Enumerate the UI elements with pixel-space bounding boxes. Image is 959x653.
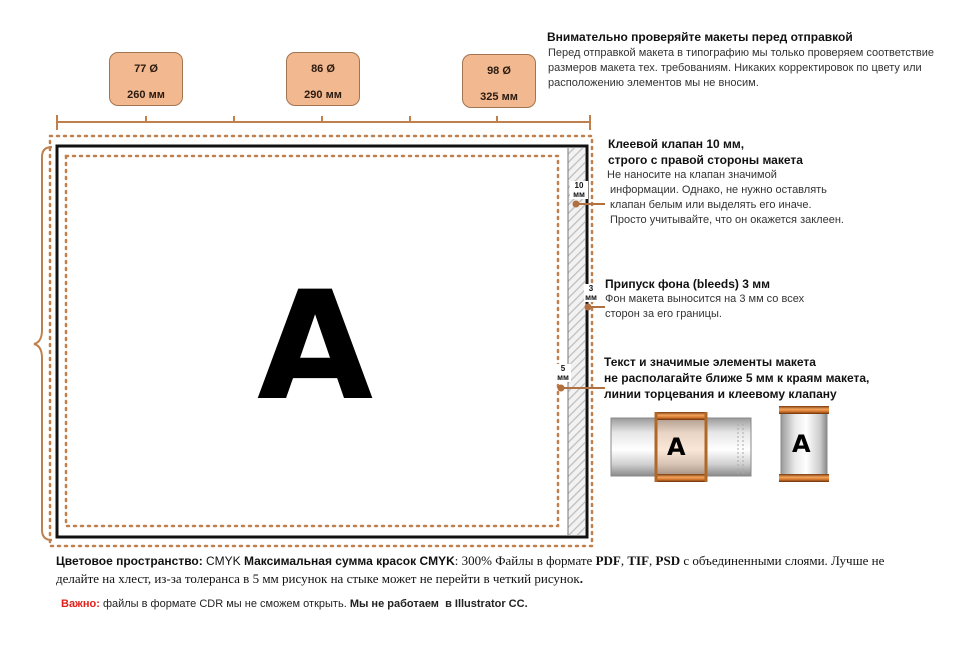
mm-label-5 (555, 364, 571, 382)
formats-rest: с объединенными слоями. Лучше не (683, 553, 885, 568)
glue-flap-text-3: клапан белым или выделять его иначе. (610, 199, 812, 211)
glue-flap-title-1: Клеевой клапан 10 мм, (608, 137, 745, 151)
color-space-label: Цветовое пространство: (56, 554, 203, 568)
size-diameter: 86 Ø (311, 63, 335, 75)
glue-flap-text-2: информации. Однако, не нужно оставлять (610, 184, 827, 196)
glue-flap-title-2: строго с правой стороны макета (608, 153, 803, 167)
size-width: 260 мм (127, 89, 165, 101)
warning-line (61, 598, 528, 610)
size-width: 325 мм (480, 91, 518, 103)
mm-value: 5 (560, 364, 566, 373)
mm-value: 10 (574, 181, 584, 190)
warning-label: Важно: (61, 598, 100, 610)
glue-flap-text-4: Просто учитывайте, что он окажется заклеен. (610, 214, 844, 226)
safe-zone-note (604, 354, 869, 402)
size-diameter: 77 Ø (134, 63, 158, 75)
warning-bold-text: Мы не работаем (349, 598, 439, 610)
size-diameter: 98 Ø (487, 65, 511, 77)
glue-flap-note (608, 136, 844, 228)
ink-limit-value: : 300% Файлы в формате (454, 553, 593, 568)
notice-text: Перед отправкой макета в типографию мы только проверяем соответствие размеров макета тех. требованиям. Никаких корректировок по цвету или расположению элементов мы не вносим. (548, 47, 935, 89)
overlap-note: делайте на хлест, из-за толеранса в 5 мм рисунок на стыке может не перейти в четкий рисунок (56, 571, 580, 586)
bleeds-text-1: Фон макета выносится на 3 мм со всех (605, 293, 805, 305)
bleeds-title: Припуск фона (bleeds) 3 мм (605, 277, 770, 291)
warning-text: файлы в формате CDR мы не сможем открыть. (102, 598, 347, 610)
glue-flap-text-1: Не наносите на клапан значимой (607, 169, 777, 181)
mockup-letter: A (792, 430, 811, 458)
size-width: 290 мм (304, 89, 342, 101)
top-ruler (57, 115, 590, 130)
ink-limit-label: Максимальная сумма красок CMYK (243, 554, 455, 568)
safe-zone-title-1: Текст и значимые элементы макета (604, 355, 816, 369)
footer-line-2 (56, 571, 946, 587)
format-psd: PSD (655, 553, 681, 568)
mm-unit: мм (573, 190, 585, 199)
mm-unit: мм (585, 293, 597, 302)
overlap-note-end: . (579, 571, 583, 586)
mm-unit: мм (557, 373, 569, 382)
layout-letter: A (257, 260, 374, 434)
mm-label-3 (584, 284, 598, 302)
safe-zone-title-3: линии торцевания и клеевому клапану (604, 387, 837, 401)
mockup-letter: A (667, 433, 686, 461)
footer-line-1: Цветовое пространство: CMYK Максимальная сумма красок CMYK: 300% Файлы в формате PDF, TIF, PSD с объединенными слоями. Лучше не (56, 553, 885, 568)
mm-label-10 (570, 181, 588, 199)
safe-zone-title-2: не располагайте ближе 5 мм к краям макета, (604, 371, 870, 385)
bleeds-text-2: сторон за его границы. (605, 308, 722, 320)
color-space-value: CMYK (206, 554, 241, 568)
notice-title: Внимательно проверяйте макеты перед отправкой (547, 30, 853, 44)
format-pdf: PDF (595, 553, 621, 568)
warning-app-name: Illustrator CC. (454, 598, 528, 610)
bleeds-note (605, 276, 804, 322)
warning-in-word: в (445, 598, 452, 610)
format-tif: TIF (627, 553, 650, 568)
mm-value: 3 (588, 284, 594, 293)
